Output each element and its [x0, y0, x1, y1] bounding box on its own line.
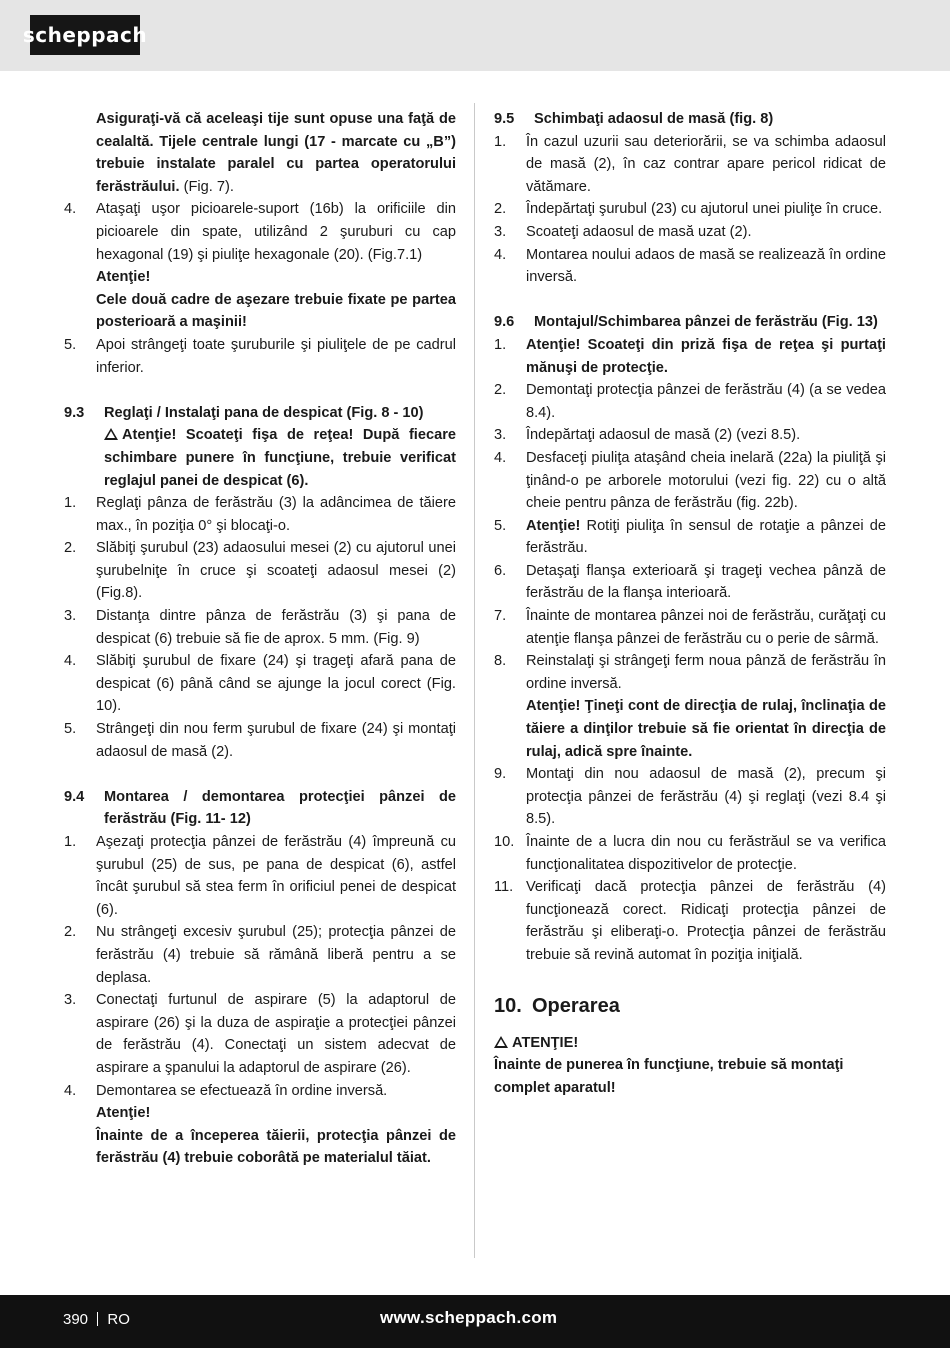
- list-item: [64, 334, 456, 379]
- warning-text: Atenţie! Ţineţi cont de direcţia de rulaj, înclinaţia de tăiere a dinţilor trebuie să fie orientat în direcţia de rulaj, adică spre înainte.: [526, 698, 886, 760]
- section-number: 9.6: [494, 314, 515, 331]
- footer-separator: [97, 1312, 98, 1326]
- section-title: Operarea: [532, 995, 620, 1018]
- list-item: [64, 492, 456, 537]
- section-9-6-list-a: [494, 379, 886, 515]
- section-9-6-heading: [494, 311, 886, 334]
- section-9-3-warning: [64, 424, 456, 492]
- list-item: [64, 198, 456, 266]
- list-item: [64, 537, 456, 605]
- item-number: 10.: [494, 834, 515, 850]
- item-text: Îndepărtaţi adaosul de masă (2) (vezi 8.5).: [526, 427, 801, 444]
- item-text: Slăbiţi şurubul de fixare (24) şi trageţi afară pana de despicat (6) până când se ajunge la jocul corect (Fig. 10).: [96, 653, 456, 715]
- item-number: 5.: [64, 721, 77, 738]
- section-title: Montajul/Schimbarea pânzei de ferăstrău (Fig. 13): [534, 314, 878, 331]
- warning-triangle-icon: [104, 428, 118, 440]
- item-number: 5.: [494, 517, 507, 534]
- logo-text: scheppach: [22, 23, 148, 47]
- list-item: [494, 131, 886, 199]
- section-number: 9.5: [494, 111, 515, 127]
- item-number: 9.: [494, 766, 507, 783]
- list-item: [64, 605, 456, 650]
- item-number: 4.: [494, 246, 507, 263]
- assembly-note-line1: Asiguraţi-vă că aceleaşi tije sunt opuse una: [96, 111, 404, 127]
- assembly-note: [64, 108, 456, 198]
- list-item: [494, 424, 886, 447]
- list-item: [64, 650, 456, 718]
- website-link[interactable]: www.scheppach.com: [380, 1308, 558, 1327]
- item-text: Înainte de a lucra din nou cu ferăstrăul se va verifica funcţionalitatea dispozitivelor de protecţie.: [526, 834, 886, 873]
- list-item: [64, 718, 456, 763]
- item-number: 4.: [64, 201, 77, 218]
- section-10-attention: [494, 1032, 886, 1055]
- item-text: Demontarea se efectuează în ordine inversă.: [96, 1082, 388, 1099]
- attention-label: Atenţie!: [96, 1105, 151, 1122]
- warning-text: Cele două cadre de aşezare trebuie fixate pe partea posterioară a maşinii!: [96, 291, 456, 331]
- item-text-rest: Rotiţi piuliţa în sensul de rotaţie a pânzei de ferăstrău.: [526, 517, 886, 557]
- page-footer: [0, 1295, 950, 1348]
- list-item: [494, 650, 886, 695]
- list-item: [494, 560, 886, 605]
- item-text: Montarea noului adaos de masă se realizează în ordine inversă.: [526, 246, 886, 286]
- list-item: [494, 244, 886, 289]
- item-text: Reglaţi pânza de ferăstrău (3) la adâncimea de tăiere max., în poziţia 0° şi blocaţi-o.: [96, 495, 456, 534]
- attention-label: ATENŢIE!: [512, 1034, 579, 1051]
- list-item: [494, 447, 886, 515]
- item-text: În cazul uzurii sau deteriorării, se va schimba adaosul de masă (2), în caz contrar apare pericol ridicat de vătămare.: [526, 133, 886, 195]
- section-9-3-list: [64, 492, 456, 763]
- section-9-3-heading: [64, 402, 456, 425]
- warning-text: Înainte de a începerea tăierii, protecţia pânzei de ferăstrău (4) trebuie coborâtă pe materialul tăiat.: [96, 1127, 456, 1167]
- page-number: [63, 1311, 130, 1328]
- item-text: Înainte de montarea pânzei noi de ferăstrău, curăţaţi cu atenţie flanşa pânzei de ferăstrău cu o perie de sârmă.: [526, 608, 886, 647]
- item-number: 6.: [494, 562, 507, 579]
- page-header: [0, 0, 950, 71]
- item-number: 4.: [64, 1082, 77, 1099]
- item-text: Aşezaţi protecţia pânzei de ferăstrău (4) împreună cu şurubul (25) de sus, pe pana de despicat (6), astfel încât şurubul să stea ferm în orificiul penei de despicat (6).: [96, 834, 456, 918]
- item-text: Nu strângeţi excesiv şurubul (25); protecţia pânzei de ferăstrău (4) trebuie să rămână liberă pentru a se deplasa.: [96, 924, 456, 986]
- list-item: [64, 831, 456, 921]
- item-number: 1.: [64, 495, 77, 512]
- item-text: Detaşaţi flanşa exterioară şi trageţi vechea pânză de ferăstrău de la flanşa interioară.: [526, 562, 886, 602]
- item-text: Ataşaţi uşor picioarele-suport (16b) la orificiile din picioarele din spate, utilizând 2 şuruburi cu cap hexagonal (19) şi piuliţe hexagonale (20). (Fig.7.1): [96, 201, 456, 263]
- list-item: [494, 515, 886, 560]
- item-number: 1.: [64, 834, 77, 850]
- section-number: 10.: [494, 995, 522, 1018]
- attention-label: Atenţie!: [526, 517, 581, 534]
- section-9-5-heading: [494, 108, 886, 131]
- item-number: 2.: [494, 382, 507, 399]
- list-item: [494, 379, 886, 424]
- item-text: Montaţi din nou adaosul de masă (2), precum şi protecţia pânzei de ferăstrău (4) şi reglaţi (vezi 8.4 şi 8.5).: [526, 766, 886, 828]
- item-text: Conectaţi furtunul de aspirare (5) la adaptorul de aspirare (26) şi la duza de aspiraţie a protecţiei pânzei de ferăstrău (4). Conectaţi un sistem adecvat de aspirare a şpanului la adaptorul de aspirare (26).: [96, 992, 456, 1076]
- warning-text: Atenţie! Scoateţi fişa de reţea! După fiecare schimbare punere în funcţiune, trebuie verificat reglajul panei de despicat (6).: [104, 427, 456, 489]
- list-item: [64, 921, 456, 989]
- list-item: [494, 221, 886, 244]
- section-number: 9.4: [64, 788, 85, 805]
- assembly-note-bold: faţă de cealaltă. Tijele centrale lungi (17 - marcate cu „B”) trebuie instalate paralel cu partea operatorului ferăstrăului.: [96, 111, 456, 195]
- item-number: 3.: [64, 608, 77, 625]
- item-text: Scoateţi adaosul de masă uzat (2).: [526, 223, 752, 240]
- item-number: 7.: [494, 608, 507, 625]
- list-item: [494, 763, 886, 831]
- section-9-6-list-c: [494, 763, 886, 966]
- item-text: Slăbiţi şurubul (23) adaosului mesei (2) cu ajutorul unei şurubelniţe în cruce şi scoateţi adaosul mesei (2) (Fig.8).: [96, 540, 456, 602]
- item-text: Distanţa dintre pânza de ferăstrău (3) şi pana de despicat (6) trebuie să fie de aprox. 5 mm. (Fig. 9): [96, 608, 456, 647]
- item-number: 1.: [494, 336, 507, 353]
- item-text: Verificaţi dacă protecţia pânzei de ferăstrău (4) funcţionează corect. Ridicaţi protecţia pânzei de ferăstrău şi eliberaţi-o. Protecţia pânzei de ferăstrău trebuie să revină automat în poziţia iniţială.: [526, 879, 886, 963]
- list-item: [494, 334, 886, 379]
- item-number: 8.: [494, 653, 507, 670]
- item-text: Strângeţi din nou ferm şurubul de fixare (24) şi montaţi adaosul de masă (2).: [96, 721, 456, 760]
- item-number: 5.: [64, 336, 77, 353]
- item-text: Reinstalaţi şi strângeţi ferm noua pânză de ferăstrău în ordine inversă.: [526, 653, 886, 692]
- item-number: 11.: [494, 879, 514, 896]
- section-9-6-list-b: [494, 560, 886, 696]
- language-code: RO: [107, 1311, 130, 1328]
- section-9-4-list: [64, 831, 456, 1102]
- item-number: 1.: [494, 133, 507, 150]
- warning-triangle-icon: [494, 1036, 508, 1048]
- section-9-4-heading: [64, 786, 456, 831]
- list-item: [494, 876, 886, 966]
- item-number: 3.: [494, 223, 507, 240]
- attention-label: Atenţie!: [96, 269, 151, 286]
- item-number: 2.: [494, 201, 507, 218]
- item-number: 2.: [64, 924, 77, 941]
- section-title: Schimbaţi adaosul de masă (fig. 8): [534, 111, 774, 127]
- list-item: [64, 1080, 456, 1103]
- page-number-value: 390: [63, 1311, 89, 1328]
- left-column: [64, 108, 456, 1170]
- list-item: [494, 831, 886, 876]
- section-number: 9.3: [64, 404, 85, 421]
- section-title: Montarea / demontarea protecţiei pânzei de ferăstrău (Fig. 11- 12): [104, 788, 456, 828]
- scheppach-logo: [22, 15, 148, 55]
- item-number: 4.: [494, 449, 507, 466]
- item-number: 2.: [64, 540, 77, 557]
- section-10-heading: [494, 995, 886, 1018]
- item-text: Apoi strângeţi toate şuruburile şi piuliţele de pe cadrul inferior.: [96, 336, 456, 376]
- item-text: [526, 515, 886, 560]
- item-text: Îndepărtaţi şurubul (23) cu ajutorul unei piuliţe în cruce.: [526, 201, 883, 218]
- item-text: Atenţie! Scoateţi din priză fişa de reţea şi purtaţi mănuşi de protecţie.: [526, 336, 886, 376]
- item-number: 3.: [494, 427, 507, 444]
- item-number: 3.: [64, 992, 77, 1009]
- list-item: [494, 198, 886, 221]
- list-item: [494, 605, 886, 650]
- item-number: 4.: [64, 653, 77, 670]
- column-divider: [474, 103, 475, 1258]
- list-item: [64, 989, 456, 1079]
- section-9-5-list: [494, 131, 886, 289]
- item-text: Demontaţi protecţia pânzei de ferăstrău (4) (a se vedea 8.4).: [526, 382, 886, 421]
- section-title: Reglaţi / Instalaţi pana de despicat (Fig. 8 - 10): [104, 404, 424, 421]
- item-text: Desfaceţi piuliţa ataşând cheia inelară (22a) la piuliţă şi ţinând-o pe arborele motorului (vezi fig. 22) cu o altă cheie pentru pânza de ferăstrău (fig. 22b).: [526, 449, 886, 512]
- warning-text: Înainte de punerea în funcţiune, trebuie să montaţi complet aparatul!: [494, 1057, 844, 1096]
- assembly-note-figref: (Fig. 7).: [179, 178, 234, 195]
- right-column: [494, 108, 886, 1100]
